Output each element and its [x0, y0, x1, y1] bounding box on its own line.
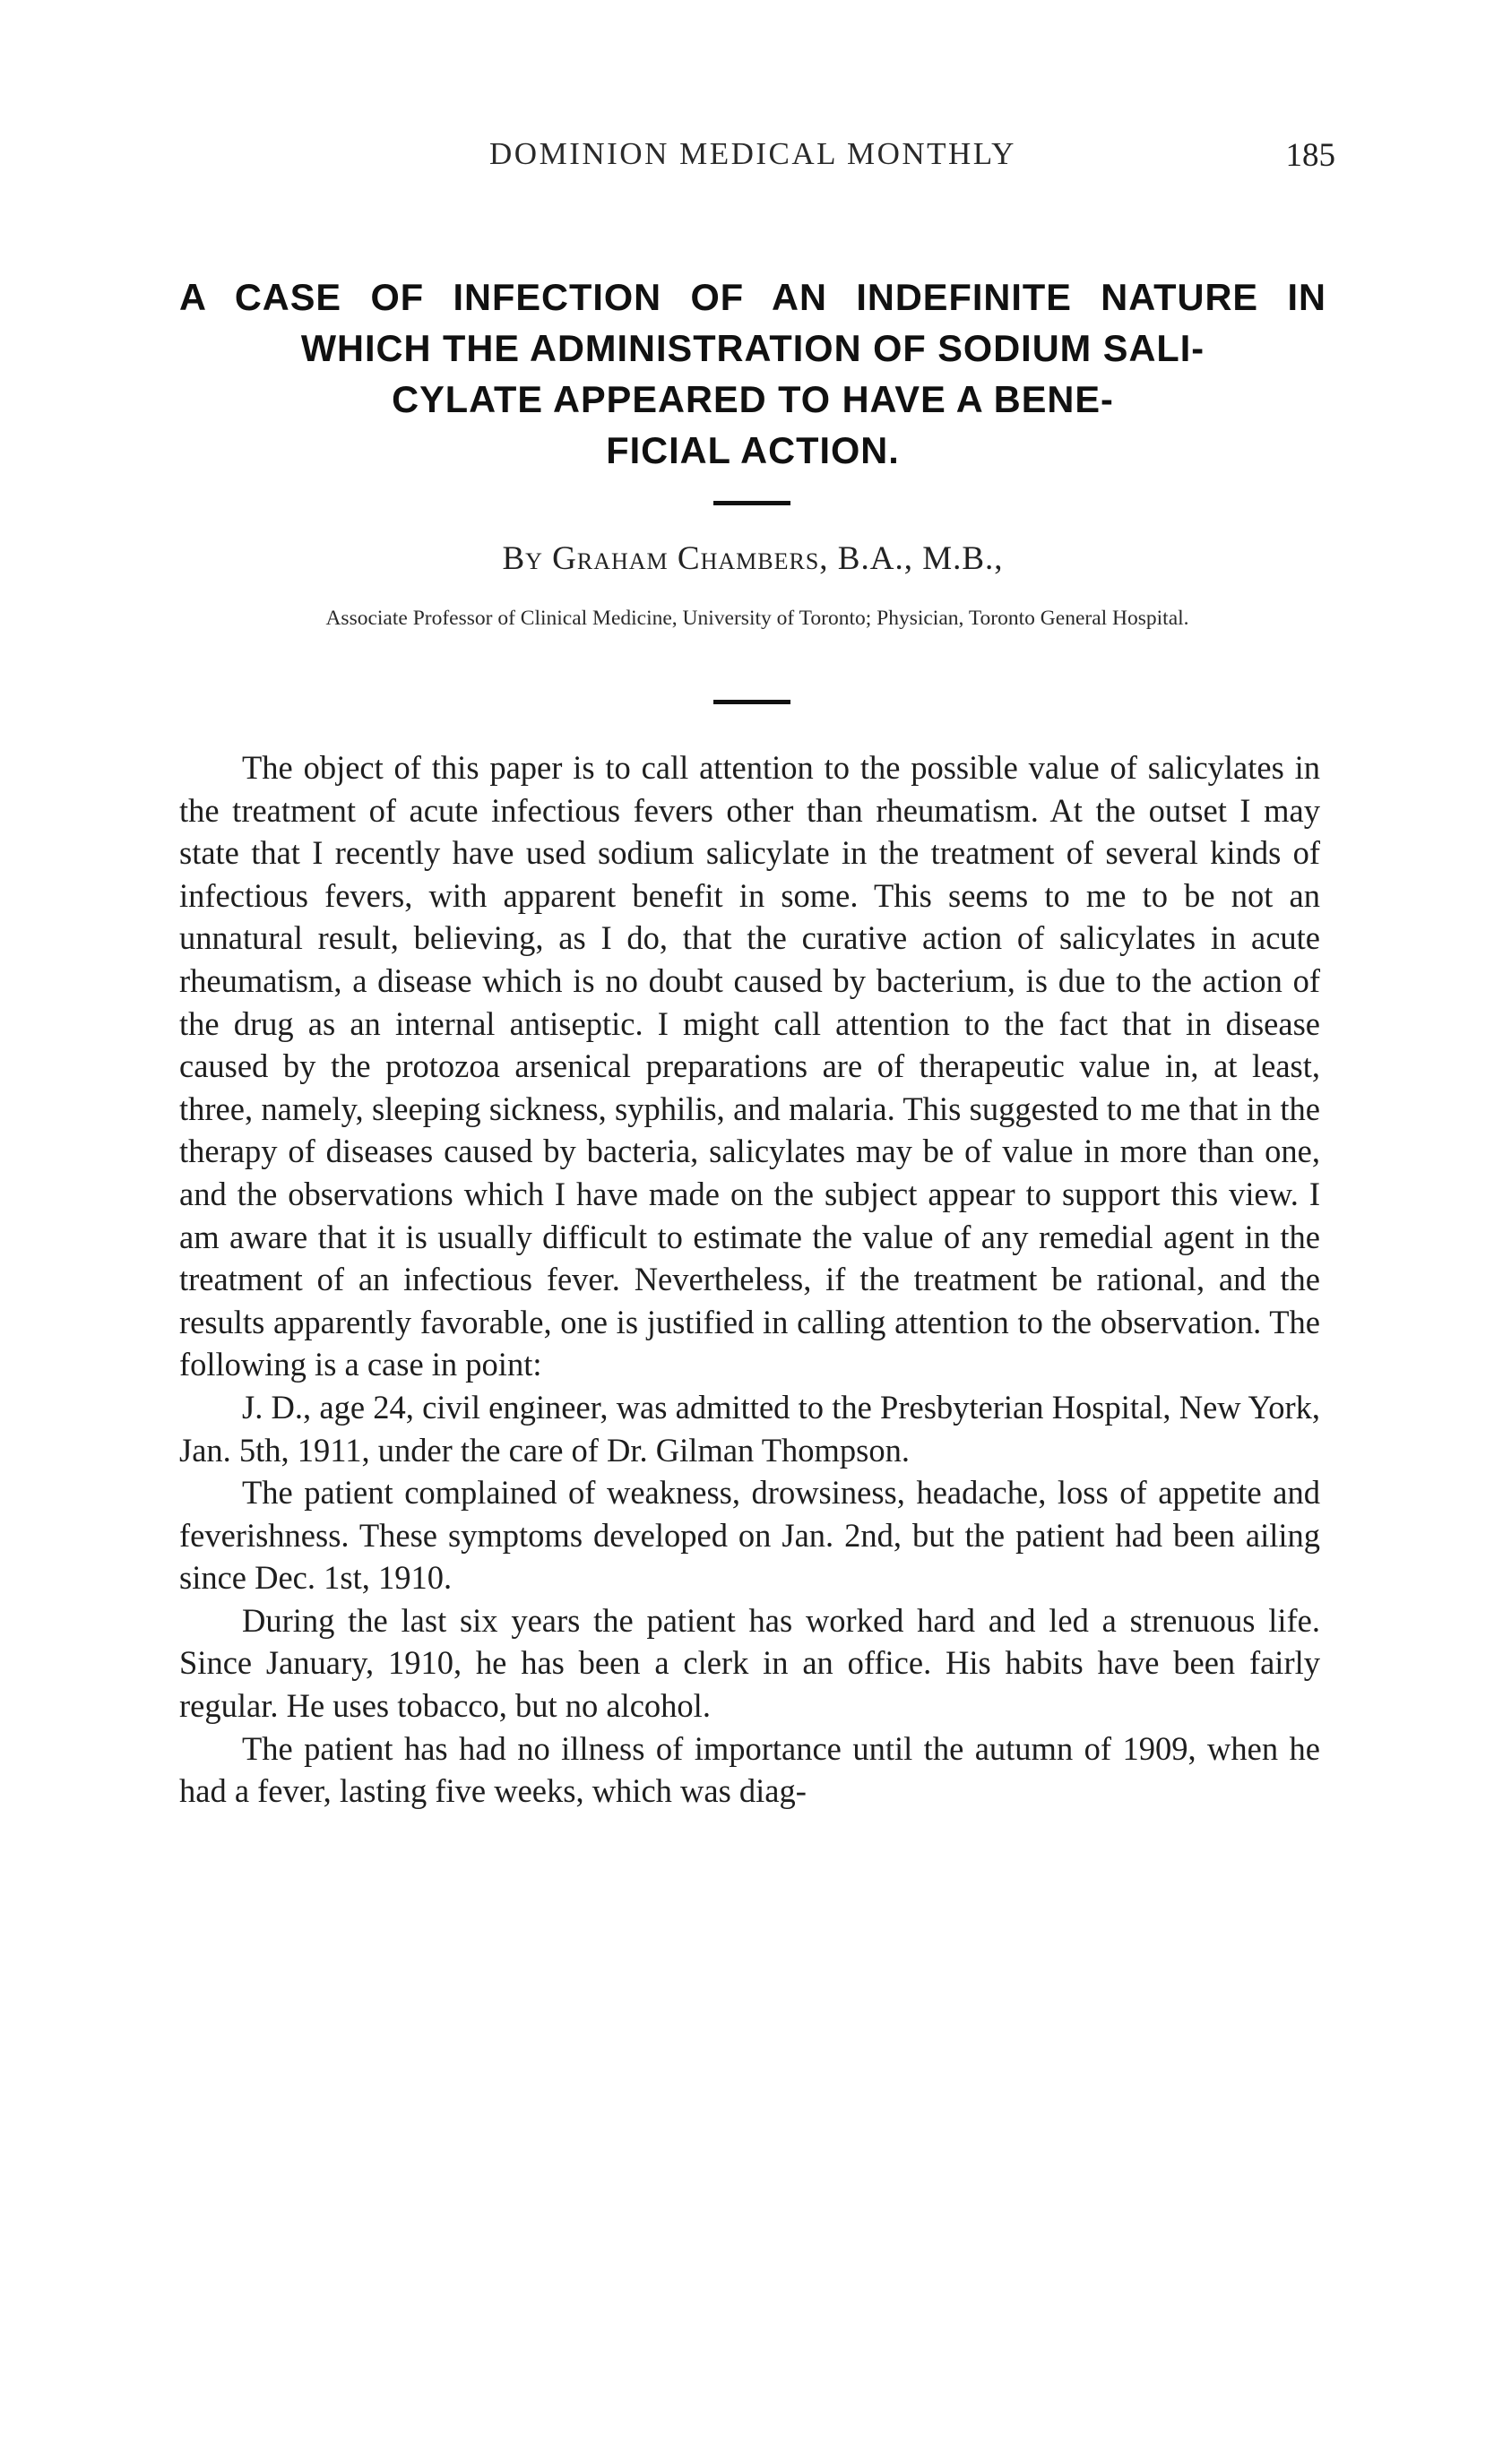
title-line: WHICH THE ADMINISTRATION OF SODIUM SALI- [300, 327, 1205, 369]
body-paragraph: The object of this paper is to call attention to the possible value of salicylates in the treatment of acute infectious fevers other than rheumatism. At the outset I may state that I recently have used sodium salicylate in the treatment of several kinds of infectious fevers, with apparent benefit in some. This seems to me to be not an unnatural result, believing, as I do, that the curative action of salicylates in acute rheumatism, a disease which is no doubt caused by bacterium, is due to the action of the drug as an internal antiseptic. I might call attention to the fact that in disease caused by the protozoa arsenical preparations are of therapeutic value in, at least, three, namely, sleeping sickness, syphilis, and malaria. This suggested to me that in the therapy of diseases caused by bacteria, salicylates may be of value in more than one, and the observations which I have made on the subject appear to support this view. I am aware that it is usually difficult to estimate the value of any remedial agent in the treatment of an infectious fever. Nevertheless, if the treatment be rational, and the results apparently favorable, one is justified in calling attention to the observation. The following is a case in point: [179, 749, 1320, 1383]
author-affiliation: Associate Professor of Clinical Medicine, University of Toronto; Physician, Toronto General Hospital. [325, 607, 1189, 630]
body-paragraph: The patient complained of weakness, drowsiness, headache, loss of appetite and feverishness. These symptoms developed on Jan. 2nd, but the patient had been ailing since Dec. 1st, 1910. [179, 1474, 1320, 1597]
title-line: FICIAL ACTION. [606, 429, 900, 471]
byline-divider [713, 700, 790, 704]
title-line: CYLATE APPEARED TO HAVE A BENE- [392, 378, 1114, 420]
article-title [179, 271, 1326, 476]
body-paragraph: The patient has had no illness of importance until the autumn of 1909, when he had a fever, lasting five weeks, which was diag- [179, 1729, 1320, 1810]
body-paragraph: During the last six years the patient has worked hard and led a strenuous life. Since January, 1910, he has been a clerk in an office. His habits have been fairly regular. He uses tobacco, but no alcohol. [179, 1601, 1320, 1725]
article-body [179, 746, 1320, 1813]
title-line: A CASE OF INFECTION OF AN INDEFINITE NATURE IN [179, 276, 1326, 318]
author-byline: By Graham Chambers, B.A., M.B., [502, 540, 1004, 577]
body-paragraph: J. D., age 24, civil engineer, was admitted to the Presbyterian Hospital, New York, Jan. 5th, 1911, under the care of Dr. Gilman Thompson. [179, 1388, 1320, 1469]
page-number: 185 [1285, 137, 1335, 174]
journal-name: DOMINION MEDICAL MONTHLY [489, 136, 1016, 171]
running-header [179, 136, 1335, 181]
title-divider [713, 501, 790, 505]
